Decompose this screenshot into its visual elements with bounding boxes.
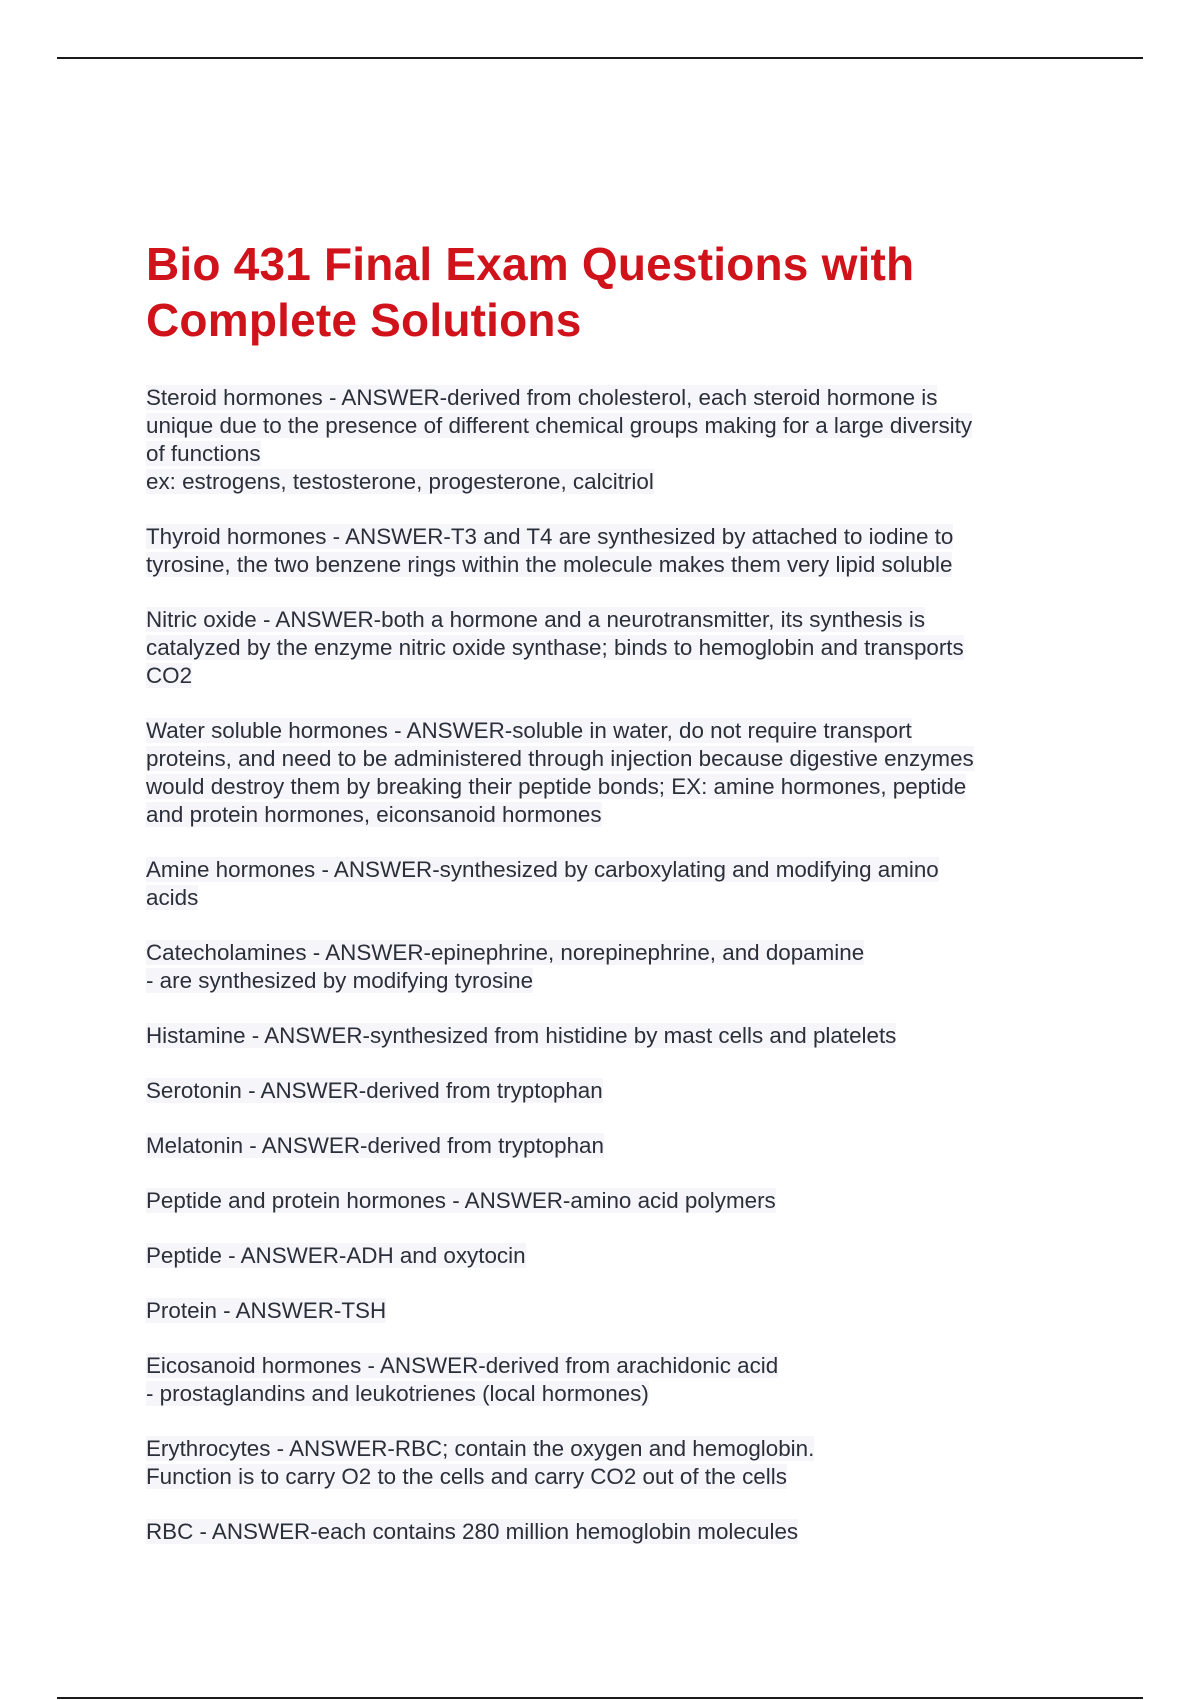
qa-line bbox=[146, 1518, 1066, 1546]
qa-line bbox=[146, 1463, 1066, 1491]
qa-line bbox=[146, 1187, 1066, 1215]
qa-item bbox=[146, 717, 1066, 829]
qa-line-text: Thyroid hormones - ANSWER-T3 and T4 are synthesized by attached to iodine to bbox=[146, 524, 954, 549]
qa-line bbox=[146, 523, 1066, 551]
qa-item bbox=[146, 1187, 1066, 1215]
qa-item bbox=[146, 856, 1066, 912]
qa-item bbox=[146, 1518, 1066, 1546]
qa-line-text: Melatonin - ANSWER-derived from tryptophan bbox=[146, 1133, 604, 1158]
qa-item bbox=[146, 1077, 1066, 1105]
qa-line bbox=[146, 856, 1066, 884]
qa-item bbox=[146, 1297, 1066, 1325]
qa-line bbox=[146, 717, 1066, 745]
qa-line bbox=[146, 440, 1066, 468]
qa-list bbox=[146, 384, 1066, 1546]
qa-line-text: Water soluble hormones - ANSWER-soluble in water, do not require transport bbox=[146, 718, 912, 743]
qa-line bbox=[146, 412, 1066, 440]
qa-line-text: Serotonin - ANSWER-derived from tryptophan bbox=[146, 1078, 603, 1103]
qa-line bbox=[146, 1132, 1066, 1160]
qa-item bbox=[146, 939, 1066, 995]
qa-line bbox=[146, 939, 1066, 967]
qa-line bbox=[146, 745, 1066, 773]
qa-line bbox=[146, 1022, 1066, 1050]
qa-line bbox=[146, 884, 1066, 912]
document-title bbox=[146, 236, 1066, 348]
qa-line-text: Nitric oxide - ANSWER-both a hormone and a neurotransmitter, its synthesis is bbox=[146, 607, 926, 632]
qa-line-text: unique due to the presence of different chemical groups making for a large diversity bbox=[146, 413, 973, 438]
qa-line-text: Steroid hormones - ANSWER-derived from cholesterol, each steroid hormone is bbox=[146, 385, 938, 410]
qa-item bbox=[146, 1435, 1066, 1491]
footer-rule bbox=[57, 1697, 1143, 1699]
qa-line bbox=[146, 1435, 1066, 1463]
qa-line-text: tyrosine, the two benzene rings within the molecule makes them very lipid soluble bbox=[146, 552, 953, 577]
qa-line bbox=[146, 773, 1066, 801]
qa-line bbox=[146, 384, 1066, 412]
qa-item bbox=[146, 384, 1066, 496]
qa-line-text: Eicosanoid hormones - ANSWER-derived from arachidonic acid bbox=[146, 1353, 779, 1378]
qa-line bbox=[146, 634, 1066, 662]
qa-line-text: CO2 bbox=[146, 663, 193, 688]
qa-line-text: Amine hormones - ANSWER-synthesized by carboxylating and modifying amino bbox=[146, 857, 939, 882]
qa-line-text: proteins, and need to be administered through injection because digestive enzymes bbox=[146, 746, 974, 771]
qa-line bbox=[146, 1242, 1066, 1270]
qa-line bbox=[146, 606, 1066, 634]
header-rule bbox=[57, 57, 1143, 59]
qa-line-text: of functions bbox=[146, 441, 261, 466]
qa-line bbox=[146, 551, 1066, 579]
qa-line bbox=[146, 1077, 1066, 1105]
qa-item bbox=[146, 523, 1066, 579]
qa-line bbox=[146, 801, 1066, 829]
qa-line-text: and protein hormones, eiconsanoid hormones bbox=[146, 802, 602, 827]
title-line: Bio 431 Final Exam Questions with bbox=[146, 238, 915, 290]
qa-line-text: would destroy them by breaking their peptide bonds; EX: amine hormones, peptide bbox=[146, 774, 967, 799]
qa-line bbox=[146, 967, 1066, 995]
qa-line-text: Histamine - ANSWER-synthesized from histidine by mast cells and platelets bbox=[146, 1023, 897, 1048]
qa-line bbox=[146, 1380, 1066, 1408]
qa-line-text: - are synthesized by modifying tyrosine bbox=[146, 968, 534, 993]
qa-item bbox=[146, 1132, 1066, 1160]
qa-line-text: catalyzed by the enzyme nitric oxide synthase; binds to hemoglobin and transports bbox=[146, 635, 964, 660]
qa-line bbox=[146, 468, 1066, 496]
qa-line-text: Protein - ANSWER-TSH bbox=[146, 1298, 387, 1323]
qa-line-text: - prostaglandins and leukotrienes (local hormones) bbox=[146, 1381, 649, 1406]
qa-line-text: acids bbox=[146, 885, 199, 910]
qa-line-text: Peptide and protein hormones - ANSWER-amino acid polymers bbox=[146, 1188, 776, 1213]
qa-line-text: Function is to carry O2 to the cells and carry CO2 out of the cells bbox=[146, 1464, 787, 1489]
qa-line bbox=[146, 1352, 1066, 1380]
qa-item bbox=[146, 1022, 1066, 1050]
qa-item bbox=[146, 1242, 1066, 1270]
title-line: Complete Solutions bbox=[146, 294, 582, 346]
qa-item bbox=[146, 1352, 1066, 1408]
document-body bbox=[146, 236, 1066, 1573]
qa-line-text: Peptide - ANSWER-ADH and oxytocin bbox=[146, 1243, 526, 1268]
qa-line bbox=[146, 1297, 1066, 1325]
qa-line-text: RBC - ANSWER-each contains 280 million hemoglobin molecules bbox=[146, 1519, 799, 1544]
qa-line-text: ex: estrogens, testosterone, progesterone, calcitriol bbox=[146, 469, 654, 494]
qa-item bbox=[146, 606, 1066, 690]
qa-line-text: Erythrocytes - ANSWER-RBC; contain the oxygen and hemoglobin. bbox=[146, 1436, 815, 1461]
qa-line bbox=[146, 662, 1066, 690]
qa-line-text: Catecholamines - ANSWER-epinephrine, norepinephrine, and dopamine bbox=[146, 940, 865, 965]
